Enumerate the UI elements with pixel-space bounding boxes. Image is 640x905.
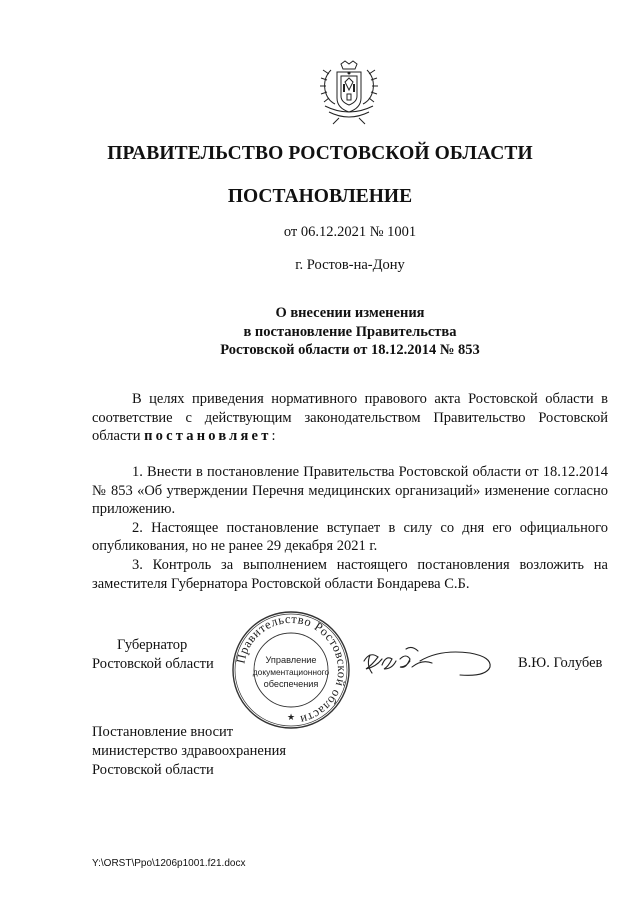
subject-line: Ростовской области от 18.12.2014 № 853 xyxy=(220,342,480,358)
official-stamp xyxy=(229,608,353,732)
stamp-ring-text: Правительство Ростовской области xyxy=(233,611,350,728)
signatory-role-line: Ростовской области xyxy=(92,656,214,672)
list-item: 2. Настоящее постановление вступает в силу со дня его официального опубликования, но не ранее 29 декабря 2021 г. xyxy=(92,519,608,555)
subject-line: в постановление Правительства xyxy=(243,323,457,340)
coat-of-arms-icon xyxy=(317,60,381,126)
signatory-role xyxy=(92,636,214,674)
resolution-items xyxy=(92,463,608,593)
stamp-center-text: документационного xyxy=(252,667,330,677)
submitted-by-line: министерство здравоохранения xyxy=(92,743,287,759)
submitted-by-line: Постановление вносит xyxy=(92,724,234,740)
preamble-keyword: постановляет xyxy=(144,428,272,445)
submitted-by xyxy=(92,723,286,780)
government-title: ПРАВИТЕЛЬСТВО РОСТОВСКОЙ ОБЛАСТИ xyxy=(107,143,533,164)
signatory-name: В.Ю. Голубев xyxy=(518,655,603,671)
stamp-star-icon: ★ xyxy=(286,712,296,722)
subject-line: О внесении изменения xyxy=(275,305,425,321)
preamble-text: В целях приведения нормативного правового акта Ростовской области в соответствие с действующим законодательством Правительство Ростовской области xyxy=(92,391,608,445)
submitted-by-line: Ростовской области xyxy=(92,762,214,778)
stamp-center-text: Управление xyxy=(265,655,317,665)
document-type: ПОСТАНОВЛЕНИЕ xyxy=(227,186,413,207)
city-line: г. Ростов-на-Дону xyxy=(295,257,405,273)
stamp-center-text: обеспечения xyxy=(263,679,319,689)
list-item: 3. Контроль за выполнением настоящего постановления возложить на заместителя Губернатора Ростовской области Бондарева С.Б. xyxy=(92,556,608,592)
preamble-end: : xyxy=(271,428,276,445)
preamble-paragraph xyxy=(92,390,608,446)
date-number-line: от 06.12.2021 № 1001 xyxy=(283,224,417,240)
handwritten-signature xyxy=(360,641,495,691)
list-item: 1. Внести в постановление Правительства Ростовской области от 18.12.2014 № 853 «Об утверждении Перечня медицинских организаций» изменение согласно приложению. xyxy=(92,464,608,518)
file-path-footer: Y:\ORST\Ppo\1206p1001.f21.docx xyxy=(92,858,246,869)
signatory-role-line: Губернатор xyxy=(117,637,188,653)
document-subject xyxy=(0,304,640,360)
